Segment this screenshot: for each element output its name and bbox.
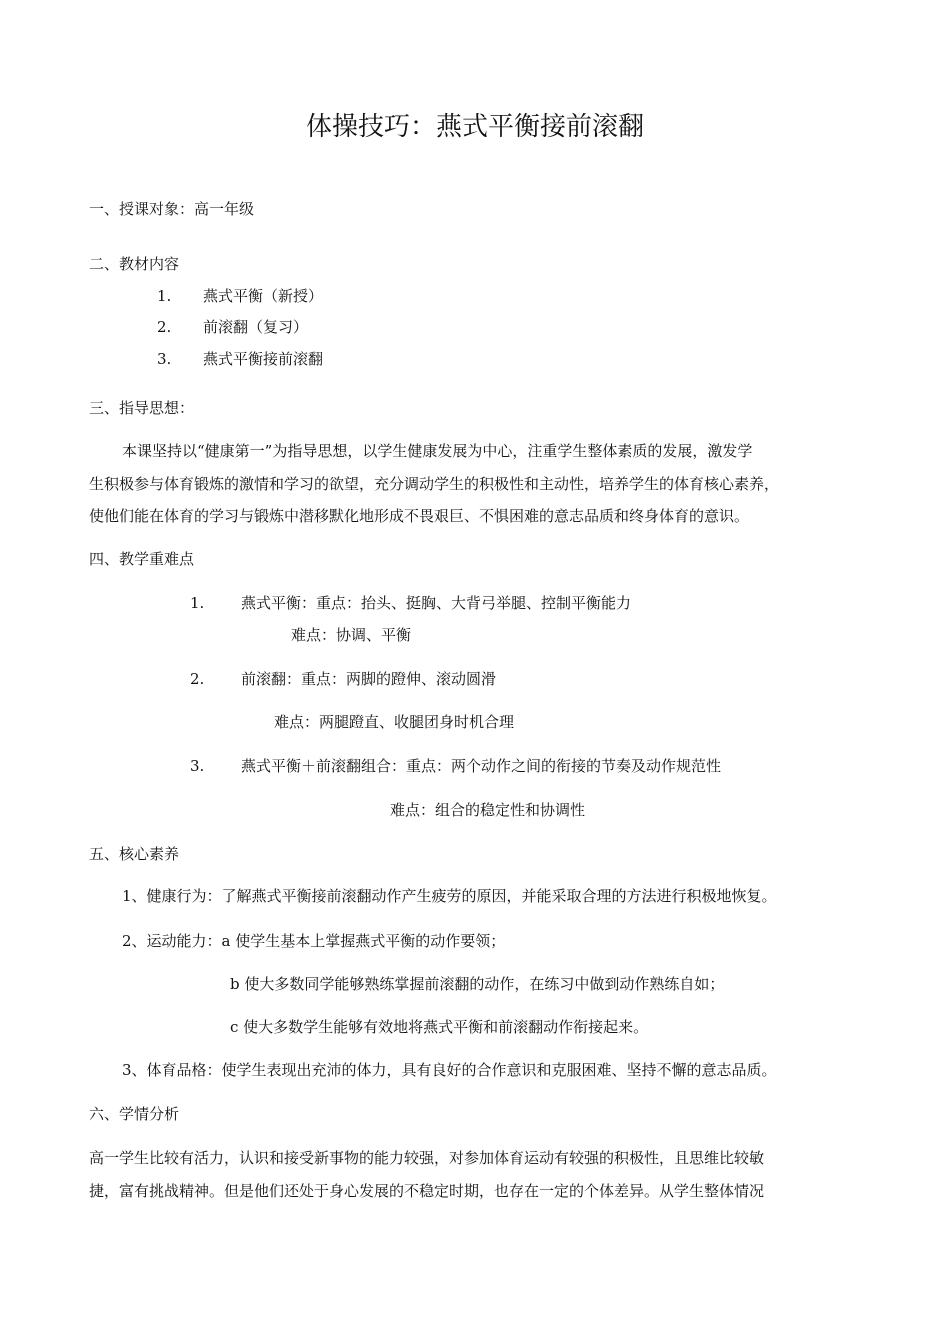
list-item	[157, 286, 323, 306]
section-6-heading: 六、学情分析	[89, 1105, 180, 1123]
list-item-number: 2.	[157, 318, 172, 336]
key-point-item	[190, 593, 631, 613]
literacy-health-line: 1、健康行为：了解燕式平衡接前滚翻动作产生疲劳的原因，并能采取合理的方法进行积极地恢复。	[122, 887, 777, 905]
list-item-text: 前滚翻（复习）	[203, 318, 309, 336]
list-item-text: 燕式平衡接前滚翻	[203, 350, 324, 368]
list-item-text: 燕式平衡（新授）	[203, 287, 324, 305]
document-title: 体操技巧：燕式平衡接前滚翻	[305, 112, 644, 142]
paragraph-line: 捷，富有挑战精神。但是他们还处于身心发展的不稳定时期，也存在一定的个体差异。从学生整体情况	[89, 1182, 765, 1200]
section-3-heading: 三、指导思想：	[89, 399, 195, 417]
paragraph-line: 生积极参与体育锻炼的激情和学习的欲望，充分调动学生的积极性和主动性，培养学生的体育核心素养，	[89, 475, 780, 493]
section-5-heading: 五、核心素养	[89, 845, 180, 863]
literacy-ability-line: c 使大多数学生能够有效地将燕式平衡和前滚翻动作衔接起来。	[230, 1018, 649, 1036]
list-item-number: 3.	[157, 350, 172, 368]
section-1-heading: 一、授课对象：高一年级	[89, 200, 255, 218]
key-point-text: 燕式平衡：重点：抬头、挺胸、大背弓举腿、控制平衡能力	[241, 594, 632, 612]
section-2-heading: 二、教材内容	[89, 255, 180, 273]
list-item-number: 2.	[190, 670, 205, 688]
key-point-text: 前滚翻：重点：两脚的蹬伸、滚动圆滑	[241, 670, 497, 688]
list-item	[157, 317, 308, 337]
literacy-ability-line: b 使大多数同学能够熟练掌握前滚翻的动作，在练习中做到动作熟练自如；	[230, 975, 725, 993]
paragraph-line: 本课坚持以“健康第一”为指导思想，以学生健康发展为中心，注重学生整体素质的发展，激发学	[122, 442, 753, 460]
list-item	[157, 349, 323, 369]
difficulty-point-text: 难点：组合的稳定性和协调性	[390, 801, 586, 819]
list-item-number: 3.	[190, 757, 205, 775]
key-point-text: 燕式平衡＋前滚翻组合：重点：两个动作之间的衔接的节奏及动作规范性	[241, 757, 722, 775]
difficulty-point-text: 难点：协调、平衡	[291, 626, 412, 644]
paragraph-line: 高一学生比较有活力，认识和接受新事物的能力较强，对参加体育运动有较强的积极性，且思维比较敏	[89, 1149, 765, 1167]
list-item-number: 1.	[190, 594, 205, 612]
key-point-item	[190, 669, 496, 689]
section-4-heading: 四、教学重难点	[89, 550, 195, 568]
literacy-character-line: 3、体育品格：使学生表现出充沛的体力，具有良好的合作意识和克服困难、坚持不懈的意志品质。	[122, 1061, 777, 1079]
paragraph-line: 使他们能在体育的学习与锻炼中潜移默化地形成不畏艰巨、不惧困难的意志品质和终身体育的意识。	[89, 507, 750, 525]
key-point-item	[190, 756, 721, 776]
list-item-number: 1.	[157, 287, 172, 305]
difficulty-point-text: 难点：两腿蹬直、收腿团身时机合理	[274, 713, 515, 731]
literacy-ability-line: 2、运动能力：a 使学生基本上掌握燕式平衡的动作要领；	[122, 932, 506, 950]
